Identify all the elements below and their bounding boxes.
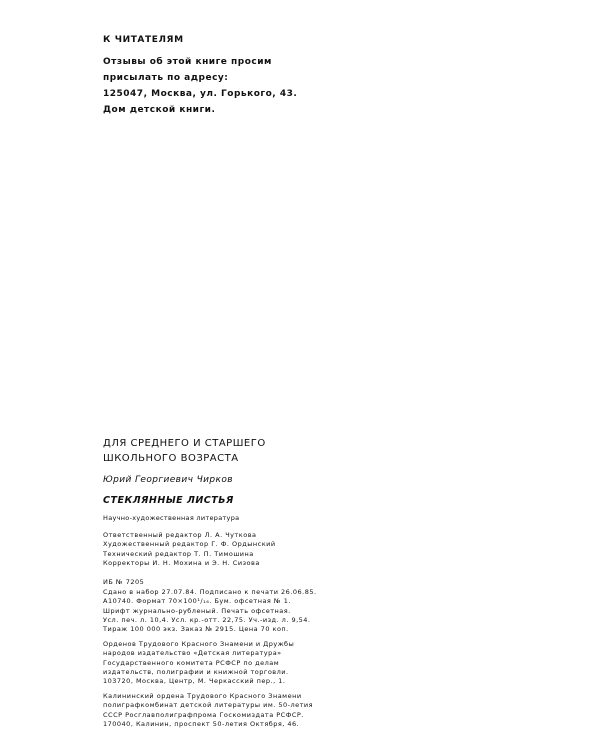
printing-plant-line: СССР Росглавполиграфпрома Госкомиздата РСФСР. [103, 710, 304, 719]
genre-text: Научно-художественная литература [103, 514, 240, 522]
readers-address [103, 54, 297, 118]
ib-number [103, 578, 144, 587]
readers-heading [103, 35, 184, 45]
print-info-line: Шрифт журнально-рубленый. Печать офсетная. [103, 606, 291, 615]
printing-plant-line: 170040, Калинин, проспект 50-летия Октября, 46. [103, 719, 300, 728]
editor-line: Ответственный редактор Л. А. Чуткова [103, 531, 257, 539]
publisher-line: 103720, Москва, Центр, М. Черкасский пер., 1. [103, 677, 286, 686]
readers-line: 125047, Москва, ул. Горького, 43. [103, 89, 298, 99]
print-info-line: Сдано в набор 27.07.84. Подписано к печати 26.06.85. [103, 588, 317, 596]
readers-line: Дом детской книги. [103, 105, 216, 115]
ib-text: ИБ № 7205 [103, 578, 145, 586]
readers-line: присылать по адресу: [103, 73, 229, 83]
editor-line: Корректоры И. Н. Мохина и Э. Н. Сизова [103, 558, 260, 567]
editors-list [103, 531, 276, 568]
editor-line: Технический редактор Т. П. Тимошина [103, 549, 254, 558]
publisher-line: народов издательство «Детская литература» [103, 649, 282, 658]
printing-plant-line: Калининский ордена Трудового Красного Знамени [103, 692, 302, 700]
author-text: Юрий Георгиевич Чирков [103, 475, 233, 485]
publisher-info [103, 640, 294, 686]
publisher-line: Орденов Трудового Красного Знамени и Дружбы [103, 640, 295, 648]
print-info-line: А10740. Формат 70×100¹/₁₆. Бум. офсетная № 1. [103, 597, 291, 606]
book-title-text: СТЕКЛЯННЫЕ ЛИСТЬЯ [103, 495, 234, 506]
genre [103, 514, 239, 522]
printing-plant-line: полиграфкомбинат детской литературы им. 50-летия [103, 701, 314, 710]
print-info [103, 588, 317, 634]
publisher-line: Государственного комитета РСФСР по делам [103, 658, 280, 667]
book-title [103, 495, 234, 506]
printing-plant-info [103, 692, 313, 729]
age-group [103, 436, 266, 466]
publisher-line: издательств, полиграфии и книжной торговли. [103, 667, 289, 676]
editor-line: Художественный редактор Г. Ф. Ордынский [103, 540, 276, 549]
readers-line: Отзывы об этой книге просим [103, 57, 272, 67]
age-group-line: ДЛЯ СРЕДНЕГО И СТАРШЕГО [103, 438, 266, 449]
author-name [103, 475, 233, 485]
print-info-line: Усл. печ. л. 10,4. Усл. кр.-отт. 22,75. Уч.-изд. л. 9,54. [103, 615, 311, 624]
readers-title: К ЧИТАТЕЛЯМ [103, 35, 184, 45]
age-group-line: ШКОЛЬНОГО ВОЗРАСТА [103, 453, 239, 464]
print-info-line: Тираж 100 000 экз. Заказ № 2915. Цена 70 коп. [103, 625, 289, 634]
